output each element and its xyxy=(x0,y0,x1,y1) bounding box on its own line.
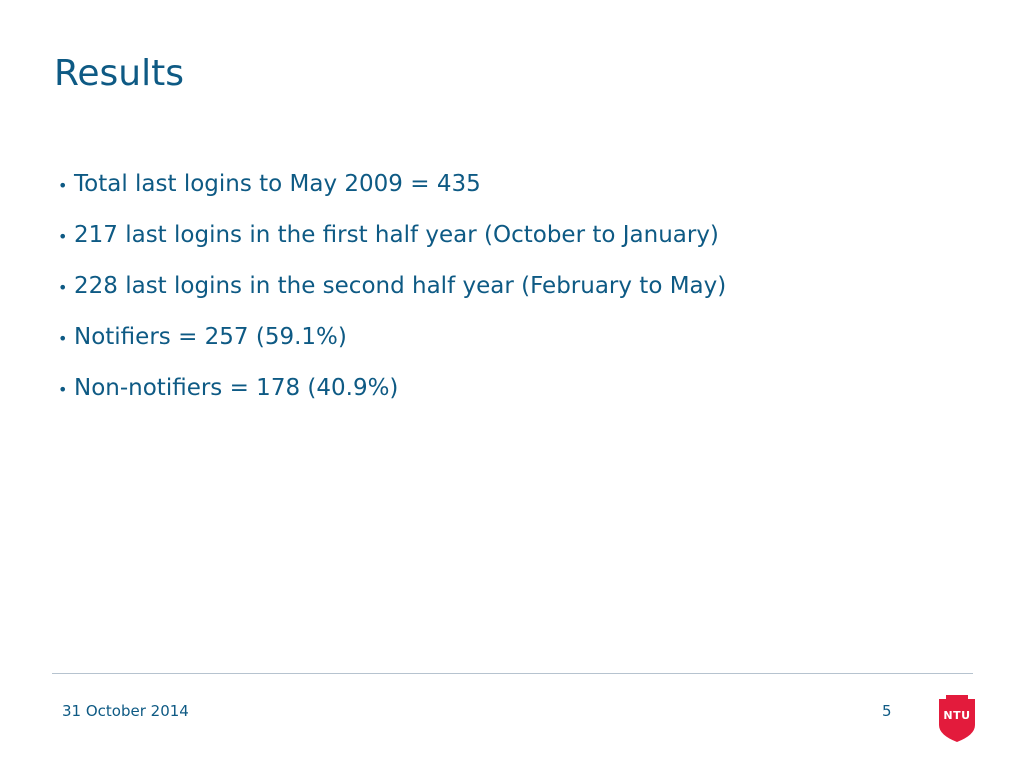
ntu-logo-icon xyxy=(937,695,977,743)
footer-date: 31 October 2014 xyxy=(62,702,189,720)
bullet-text: Notifiers = 257 (59.1%) xyxy=(74,324,347,350)
bullet-icon: • xyxy=(58,278,68,297)
bullet-item xyxy=(58,321,726,355)
bullet-icon: • xyxy=(58,176,68,195)
page-number: 5 xyxy=(882,702,892,720)
bullet-text: 228 last logins in the second half year (February to May) xyxy=(74,273,727,299)
bullet-item xyxy=(58,168,726,202)
logo-text: NTU xyxy=(943,709,971,722)
bullet-item xyxy=(58,372,726,406)
bullet-icon: • xyxy=(58,329,68,348)
bullet-item xyxy=(58,270,726,304)
bullet-text: Non-notifiers = 178 (40.9%) xyxy=(74,375,399,401)
bullet-icon: • xyxy=(58,380,68,399)
bullet-list xyxy=(58,168,726,423)
bullet-item xyxy=(58,219,726,253)
bullet-text: 217 last logins in the first half year (October to January) xyxy=(74,222,719,248)
slide-title: Results xyxy=(54,53,184,94)
bullet-text: Total last logins to May 2009 = 435 xyxy=(74,171,481,197)
bullet-icon: • xyxy=(58,227,68,246)
footer-divider xyxy=(52,673,973,674)
